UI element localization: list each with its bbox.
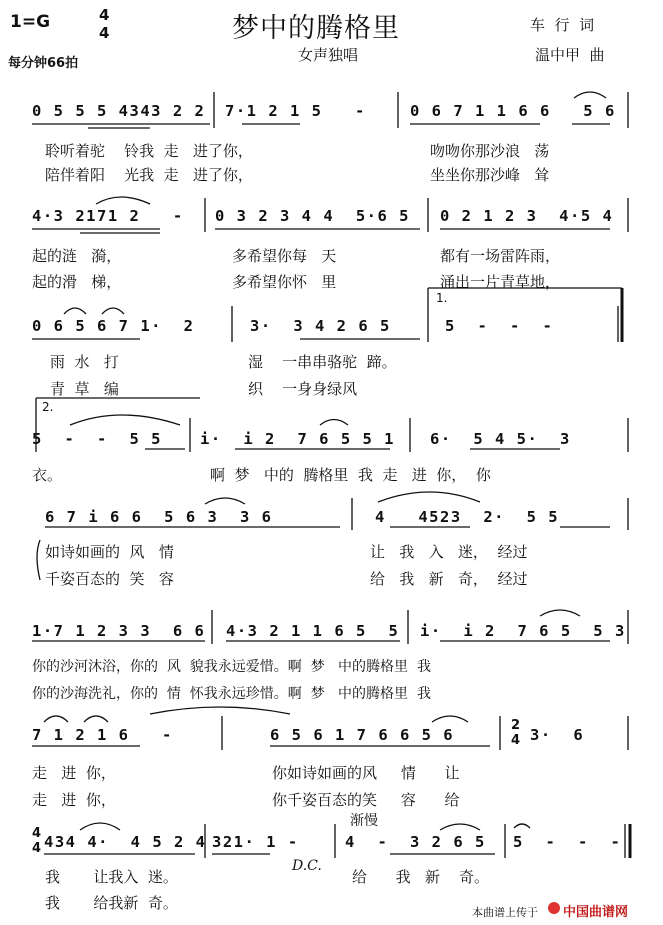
lyrics-row7-v2a: 走 进 你， (32, 791, 116, 809)
notes-row2-m2: 0 3 2 3 4 4 5·6 5 (215, 207, 410, 225)
notes-row7-m1: 7 1 2 1 6 - (32, 726, 173, 744)
notes-row8-m1: 434 4· 4 5 2 4 (44, 833, 207, 851)
notes-row6-m2: 4·3 2 1 1 6 5 5 (226, 622, 400, 640)
notes-row3-m2: 3· 3 4 2 6 5 (250, 317, 391, 335)
song-title: 梦中的腾格里 (232, 13, 400, 44)
notes-row1-m2: 7·1 2 1 5 - (225, 102, 366, 120)
notes-row4-m1: 5 - - 5 5 (32, 430, 162, 448)
notes-row6-m3: i· i 2 7 6 5 5 3 (420, 622, 626, 640)
lyrics-row2-v1a: 起的涟 漪， (32, 247, 122, 265)
lyrics-row5-v1a: 如诗如画的 风 情 (45, 543, 174, 561)
key-signature: 1=G (10, 12, 51, 32)
lyrics-row4-b: 啊 梦 中的 腾格里 我 走 进 你， 你 (210, 466, 491, 484)
notes-row6-m1: 1·7 1 2 3 3 6 6 (32, 622, 206, 640)
tempo-marking-ritardando: 渐慢 (350, 813, 378, 829)
lyrics-row7-v2b: 你千姿百态的笑 容 给 (272, 791, 460, 809)
notes-row4-m2: i· i 2 7 6 5 5 1 (200, 430, 395, 448)
lyrics-row2-v2a: 起的滑 梯， (32, 273, 122, 291)
lyrics-row3-v1b: 湿 一串串骆驼 蹄。 (248, 353, 397, 371)
lyrics-row1-v2b: 坐坐你那沙峰 耸 (430, 166, 550, 184)
notes-row3-m3: 5 - - - (445, 317, 554, 335)
composer: 温中甲 曲 (535, 46, 605, 64)
lyrics-row2-v2b: 多希望你怀 里 (232, 273, 337, 291)
lyrics-row3-v1a: 雨 水 打 (50, 353, 119, 371)
lyrics-row6-v2: 你的沙海洗礼，你的 情 怀我永远珍惜。啊 梦 中的腾格里 我 (32, 686, 431, 702)
notes-row7-m2: 6 5 6 1 7 6 6 5 6 (270, 726, 455, 744)
time-signature-top: 4 (99, 6, 110, 24)
lyrics-row1-v2a: 陪伴着阳 光我 走 进了你， (45, 166, 253, 184)
notes-row8-m2: 321· 1 - (212, 833, 299, 851)
notes-row2-m3: 0 2 1 2 3 4·5 4 (440, 207, 614, 225)
upload-caption: 本曲谱上传于 (472, 906, 538, 919)
meter-change-4-4-top: 4 (32, 826, 42, 841)
performance-type: 女声独唱 (298, 46, 359, 64)
volta-1-label: 1. (436, 291, 448, 305)
lyrics-row5-v1b: 让 我 入 迷， 经过 (370, 543, 528, 561)
lyrics-row8-v2: 我 给我新 奇。 (45, 894, 178, 912)
time-signature-bottom: 4 (99, 24, 110, 42)
meter-change-2-4-top: 2 (511, 718, 521, 733)
lyrics-row2-v1b: 多希望你每 天 (232, 247, 337, 265)
lyrics-row1-v1a: 聆听着驼 铃我 走 进了你， (45, 142, 253, 160)
meter-change-2-4-bottom: 4 (511, 733, 521, 748)
notes-row3-m1: 0 6 5 6 7 1· 2 (32, 317, 195, 335)
meter-change-4-4-bottom: 4 (32, 841, 42, 856)
tempo-text: 每分钟66拍 (8, 56, 79, 71)
notes-row1-m3: 0 6 7 1 1 6 6 5 6 (410, 102, 616, 120)
lyrics-row3-v2a: 青 草 编 (50, 380, 119, 398)
lyrics-row5-v2b: 给 我 新 奇， 经过 (370, 570, 528, 588)
notes-row5-m2: 4 4523 2· 5 5 (375, 508, 560, 526)
lyricist: 车 行 词 (530, 16, 595, 34)
lyrics-row3-v2b: 织 一身身绿风 (248, 380, 358, 398)
lyrics-row1-v1b: 吻吻你那沙浪 荡 (430, 142, 550, 160)
notes-row2-m1: 4·3 2171 2 - (32, 207, 184, 225)
lyrics-row2-v2c: 涌出一片青草地， (440, 273, 561, 291)
notes-row8-m3: 4 - 3 2 6 5 (345, 833, 486, 851)
da-capo-marking: D.C. (292, 858, 322, 874)
lyrics-row7-v1b: 你如诗如画的风 情 让 (272, 764, 460, 782)
notes-row4-m3: 6· 5 4 5· 3 (430, 430, 571, 448)
lyrics-row8-v1b: 给 我 新 奇。 (352, 868, 489, 886)
lyrics-row6-v1: 你的沙河沐浴，你的 风 貌我永远爱惜。啊 梦 中的腾格里 我 (32, 659, 431, 675)
notes-row7-m3: 3· 6 (530, 726, 585, 744)
lyrics-row5-v2a: 千姿百态的 笑 容 (45, 570, 174, 588)
lyrics-row7-v1a: 走 进 你， (32, 764, 116, 782)
notes-row8-m4: 5 - - - (513, 833, 622, 851)
lyrics-row2-v1c: 都有一场雷阵雨， (440, 247, 561, 265)
site-logo-text: 中国曲谱网 (563, 905, 629, 920)
notes-row5-m1: 6 7 i 6 6 5 6 3 3 6 (45, 508, 273, 526)
notes-row1-m1: 0 5 5 5 4343 2 2 (32, 102, 206, 120)
lyrics-row8-v1a: 我 让我入 迷。 (45, 868, 178, 886)
lyrics-row4-a: 衣。 (32, 466, 63, 484)
volta-2-label: 2. (42, 400, 54, 414)
